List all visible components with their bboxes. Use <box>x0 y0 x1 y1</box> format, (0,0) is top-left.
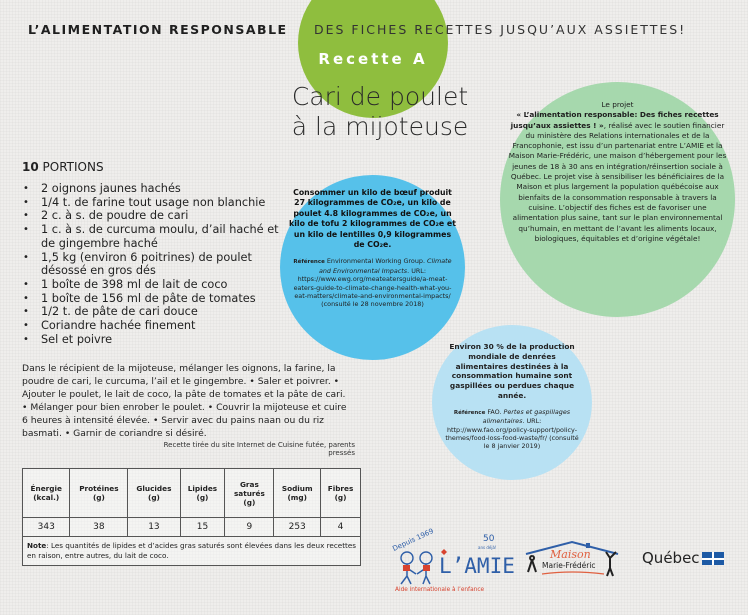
nutrition-header <box>180 469 225 518</box>
portions-number: 10 <box>22 160 39 174</box>
header-title-left: L’ALIMENTATION RESPONSABLE <box>28 22 288 37</box>
ingredient-item: • 2 oignons jaunes hachés <box>41 182 291 196</box>
ingredient-item: • Sel et poivre <box>41 333 291 347</box>
maison-name-line1: Maison <box>550 548 591 561</box>
amie-logo <box>383 527 515 598</box>
ingredient-item: • 2 c. à s. de poudre de cari <box>41 209 291 223</box>
reference-text: Environmental Working Group. <box>324 257 428 266</box>
nutrition-value: 15 <box>180 518 225 537</box>
recipe-source: Recette tirée du site Internet de Cuisine futée, parents pressés <box>163 441 355 457</box>
ingredient-list <box>22 182 291 346</box>
co2-text <box>289 188 456 309</box>
co2-reference <box>289 257 456 308</box>
header-name: Lipides <box>187 484 218 493</box>
quebec-logo <box>642 548 724 567</box>
waste-reference <box>444 408 580 451</box>
amie-anniversary: 50 <box>483 534 495 544</box>
reference-url: . URL: https://www.ewg.org/meateatersguide/a-meat-eaters-guide-to-climate-change-health-what-you-eat-matters/climate-and-environmental-impacts/ (consulté le 28 novembre 2018) <box>293 266 452 309</box>
amie-tagline: Aide internationale à l’enfance <box>395 587 485 593</box>
ingredient-item: • 1/4 t. de farine tout usage non blanchie <box>41 196 291 210</box>
recipe-title <box>260 82 500 142</box>
reference-label: Référence <box>293 259 325 266</box>
maison-logo <box>522 540 622 580</box>
header-unit: (g) <box>243 497 256 507</box>
note-label: Note <box>27 541 47 550</box>
ingredient-item: • 1,5 kg (environ 6 poitrines) de poulet désossé en gros dés <box>41 251 291 278</box>
ingredient-item: • 1 c. à s. de curcuma moulu, d’ail haché et de gingembre haché <box>41 223 291 250</box>
nutrition-value: 253 <box>274 518 321 537</box>
recipe-title-line2: à la mijoteuse <box>291 112 469 141</box>
header-unit: (mg) <box>287 493 307 502</box>
amie-anniversary-sub: ans déjà! <box>478 545 497 550</box>
quebec-name: Québec <box>642 549 700 567</box>
header-unit: (kcal.) <box>33 493 60 502</box>
header-unit: (g) <box>334 493 347 502</box>
nutrition-note <box>23 537 361 566</box>
nutrition-table <box>22 468 361 566</box>
recipe-title-line1: Cari de poulet <box>291 82 469 111</box>
nutrition-header-row <box>23 469 361 518</box>
ingredient-item: • 1 boîte de 398 ml de lait de coco <box>41 278 291 292</box>
header-unit: (g) <box>92 493 105 502</box>
ingredient-item: • 1/2 t. de pâte de cari douce <box>41 305 291 319</box>
nutrition-value: 4 <box>321 518 361 537</box>
portions-label: PORTIONS <box>42 160 104 174</box>
amie-name: L’AMIE <box>439 554 515 578</box>
project-description: , réalisé avec le soutien financier du ministère des Relations internationales et de la Francophonie, est issu d’un partenariat entre L’AMIE et la Maison Marie-Frédéric, une maison d’hébergement pour les jeunes de 18 à 30 ans en intégration/réinsertion sociale à Québec. Le projet vise à sensibiliser les bénéficiaires de la Maison et plus largement la population québécoise aux bienfaits de la consommation responsable à travers la cuisine. L’objectif des fiches est de favoriser une alimentation plus saine, tant sur le plan environnemental qu’humain, en mettant de l’avant les aliments locaux, biologiques, équitables et d’origine végétale! <box>508 120 727 243</box>
header-unit: (g) <box>147 493 160 502</box>
header-name: Glucides <box>136 484 172 493</box>
co2-fact: Consommer un kilo de bœuf produit 27 kilogrammes de CO₂e, un kilo de poulet 4.8 kilogrammes de CO₂e, un kilo de tofu 2 kilogrammes de CO₂e et un kilo de lentilles 0,9 kilogrammes de CO₂e. <box>289 188 456 250</box>
ingredient-item: • 1 boîte de 156 ml de pâte de tomates <box>41 292 291 306</box>
nutrition-header <box>70 469 128 518</box>
project-intro: Le projet <box>601 100 634 109</box>
header-name: Protéines <box>79 484 119 493</box>
note-text: : Les quantités de lipides et d’acides gras saturés sont élevées dans les deux recettes en raison, entre autres, du lait de coco. <box>27 541 357 560</box>
reference-text: FAO. <box>485 407 504 416</box>
header-name: Fibres <box>327 484 354 493</box>
header-name: Sodium <box>281 484 313 493</box>
recipe-instructions: Dans le récipient de la mijoteuse, mélanger les oignons, la farine, la poudre de cari, le curcuma, l’ail et le gingembre. • Saler et poivrer. • Ajouter le poulet, le lait de coco, la pâte de tomates et la pâte de cari. • Mélanger pour bien enrober le poulet. • Couvrir la mijoteuse et cuire 6 heures à intensité élevée. • Servir avec du pains naan ou du riz basmati. • Garnir de coriandre si désiré. <box>22 363 347 439</box>
nutrition-value-row <box>23 518 361 537</box>
recipe-label: Recette A <box>318 50 428 68</box>
header-unit: (g) <box>196 493 209 502</box>
project-name: « L’alimentation responsable: Des fiches recettes jusqu’aux assiettes ! » <box>510 110 719 130</box>
nutrition-note-row <box>23 537 361 566</box>
nutrition-value: 13 <box>128 518 180 537</box>
nutrition-header <box>225 469 274 518</box>
nutrition-value: 38 <box>70 518 128 537</box>
header-title-right: DES FICHES RECETTES JUSQU’AUX ASSIETTES! <box>314 22 687 37</box>
nutrition-header <box>321 469 361 518</box>
waste-fact: Environ 30 % de la production mondiale de denrées alimentaires destinées à la consommation humaine sont gaspillées ou perdues chaque année. <box>449 342 575 400</box>
nutrition-value: 9 <box>225 518 274 537</box>
header-name: Énergie <box>30 484 62 493</box>
amie-since: Depuis 1969 <box>391 527 435 553</box>
reference-url: . URL: http://www.fao.org/policy-support/policy-themes/food-loss-food-waste/fr/ (consulté le 8 janvier 2019) <box>445 417 579 451</box>
nutrition-header <box>23 469 70 518</box>
reference-title: Climate and Environmental Impacts <box>318 257 452 275</box>
reference-label: Référence <box>453 409 486 416</box>
waste-text <box>444 342 580 451</box>
nutrition-header <box>274 469 321 518</box>
nutrition-header <box>128 469 180 518</box>
reference-title: Pertes et gaspillages alimentaires <box>482 407 571 426</box>
maison-name-line2: Marie-Frédéric <box>542 561 596 570</box>
project-text <box>505 100 730 244</box>
portions <box>22 160 104 174</box>
header-name: Gras saturés <box>233 479 265 498</box>
nutrition-value: 343 <box>23 518 70 537</box>
ingredient-item: • Coriandre hachée finement <box>41 319 291 333</box>
quebec-flag-icon <box>702 552 724 565</box>
